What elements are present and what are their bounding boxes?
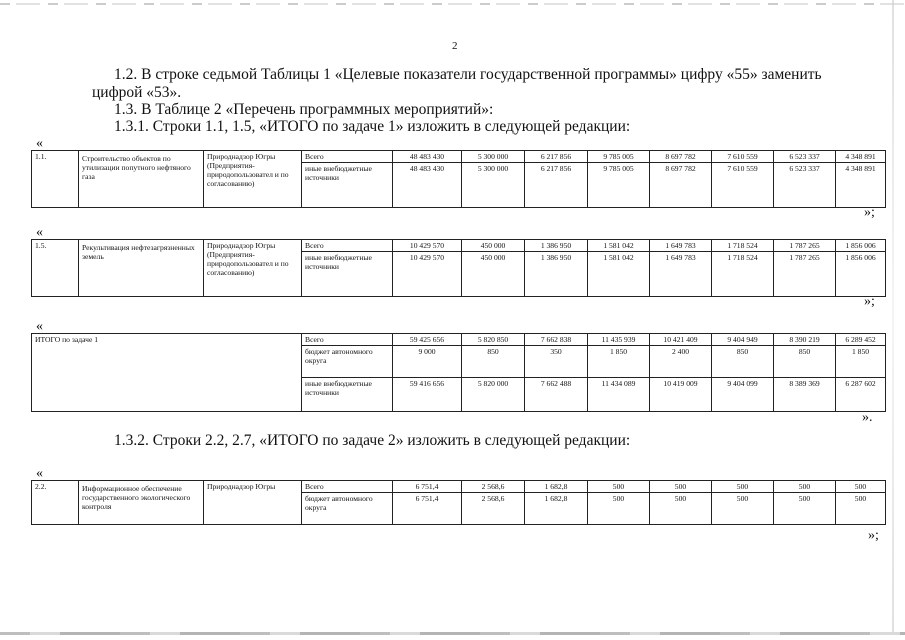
table-row-2-2 <box>31 480 886 525</box>
value-year: 1 718 524 <box>712 252 774 297</box>
value-year: 9 785 005 <box>588 163 650 208</box>
page-number: 2 <box>452 40 458 52</box>
paragraph-1-3-2: 1.3.2. Строки 2.2, 2.7, «ИТОГО по задаче 2» изложить в следующей редакции: <box>114 432 631 449</box>
value-year: 6 217 856 <box>525 163 588 208</box>
value-total: 48 483 430 <box>393 163 462 208</box>
value-year: 11 434 089 <box>588 378 650 412</box>
value-year: 1 386 950 <box>525 240 588 252</box>
open-quote: « <box>36 319 43 334</box>
scan-artifact-right <box>892 0 894 632</box>
value-year: 1 682,8 <box>525 481 588 493</box>
close-quote: ». <box>862 410 873 425</box>
value-year: 500 <box>836 481 886 493</box>
value-year: 1 787 265 <box>774 252 836 297</box>
value-year: 1 718 524 <box>712 240 774 252</box>
value-year: 500 <box>836 493 886 525</box>
value-year: 1 581 042 <box>588 240 650 252</box>
value-year: 7 662 488 <box>525 378 588 412</box>
value-year: 500 <box>774 493 836 525</box>
value-total: 6 751,4 <box>393 493 462 525</box>
open-quote: « <box>36 466 43 481</box>
value-year: 9 404 949 <box>712 334 774 346</box>
funding-source: Всего <box>302 334 393 346</box>
value-year: 11 435 939 <box>588 334 650 346</box>
value-year: 7 610 559 <box>712 163 774 208</box>
value-year: 500 <box>712 493 774 525</box>
value-year: 1 850 <box>588 346 650 378</box>
paragraph-1-3: 1.3. В Таблице 2 «Перечень программных мероприятий»: <box>114 101 494 118</box>
value-year: 850 <box>462 346 525 378</box>
value-year: 2 568,6 <box>462 493 525 525</box>
row-number: 2.2. <box>32 481 79 525</box>
executor: Природнадзор Югры <box>204 481 302 525</box>
value-year: 5 300 000 <box>462 151 525 163</box>
value-total: 10 429 570 <box>393 240 462 252</box>
value-year: 8 390 219 <box>774 334 836 346</box>
table-row-1-1 <box>31 150 886 208</box>
value-year: 6 287 602 <box>836 378 886 412</box>
executor: Природнадзор Югры (Предприятия-природопользовател и по согласованию) <box>204 151 302 208</box>
value-year: 8 697 782 <box>650 163 712 208</box>
value-year: 5 820 000 <box>462 378 525 412</box>
value-year: 1 649 783 <box>650 240 712 252</box>
value-total: 59 425 656 <box>393 334 462 346</box>
value-year: 1 850 <box>836 346 886 378</box>
value-year: 2 400 <box>650 346 712 378</box>
value-year: 4 348 891 <box>836 151 886 163</box>
funding-source: бюджет автономного округа <box>302 493 393 525</box>
value-year: 4 348 891 <box>836 163 886 208</box>
value-year: 6 289 452 <box>836 334 886 346</box>
value-total: 9 000 <box>393 346 462 378</box>
scan-artifact-bottom <box>0 632 905 635</box>
value-year: 1 856 006 <box>836 252 886 297</box>
value-year: 8 389 369 <box>774 378 836 412</box>
value-year: 500 <box>774 481 836 493</box>
value-year: 6 217 856 <box>525 151 588 163</box>
funding-source: Всего <box>302 240 393 252</box>
measure-name: Информационное обеспечение государственного экологического контроля <box>79 481 204 525</box>
value-year: 500 <box>588 493 650 525</box>
measure-name: Строительство объектов по утилизации попутного нефтяного газа <box>79 151 204 208</box>
row-number: 1.1. <box>32 151 79 208</box>
value-year: 500 <box>588 481 650 493</box>
paragraph-1-2-cont: цифрой «53». <box>92 84 182 101</box>
table-total-task-1 <box>31 333 886 412</box>
value-year: 10 419 009 <box>650 378 712 412</box>
value-total: 10 429 570 <box>393 252 462 297</box>
paragraph-1-2: 1.2. В строке седьмой Таблицы 1 «Целевые показатели государственной программы» цифру «55» заменить <box>114 66 822 83</box>
value-year: 8 697 782 <box>650 151 712 163</box>
value-year: 9 404 099 <box>712 378 774 412</box>
value-year: 1 581 042 <box>588 252 650 297</box>
value-year: 1 386 950 <box>525 252 588 297</box>
paragraph-1-3-1: 1.3.1. Строки 1.1, 1.5, «ИТОГО по задаче 1» изложить в следующей редакции: <box>114 118 631 135</box>
value-year: 500 <box>712 481 774 493</box>
value-year: 1 682,8 <box>525 493 588 525</box>
funding-source: иные внебюджетные источники <box>302 378 393 412</box>
funding-source: Всего <box>302 481 393 493</box>
value-year: 1 787 265 <box>774 240 836 252</box>
value-year: 7 610 559 <box>712 151 774 163</box>
value-year: 500 <box>650 481 712 493</box>
measure-name: Рекультивация нефтезагрязненных земель <box>79 240 204 297</box>
open-quote: « <box>36 225 43 240</box>
value-year: 6 523 337 <box>774 151 836 163</box>
value-year: 6 523 337 <box>774 163 836 208</box>
value-year: 500 <box>650 493 712 525</box>
table-row-1-5 <box>31 239 886 297</box>
value-year: 2 568,6 <box>462 481 525 493</box>
value-year: 350 <box>525 346 588 378</box>
scan-artifact-top <box>0 3 905 5</box>
close-quote: »; <box>864 294 875 309</box>
value-total: 59 416 656 <box>393 378 462 412</box>
value-year: 850 <box>774 346 836 378</box>
funding-source: иные внебюджетные источники <box>302 252 393 297</box>
value-total: 6 751,4 <box>393 481 462 493</box>
close-quote: »; <box>864 205 875 220</box>
funding-source: бюджет автономного округа <box>302 346 393 378</box>
value-total: 48 483 430 <box>393 151 462 163</box>
value-year: 850 <box>712 346 774 378</box>
open-quote: « <box>36 136 43 151</box>
executor: Природнадзор Югры (Предприятия-природопользовател и по согласованию) <box>204 240 302 297</box>
value-year: 5 820 850 <box>462 334 525 346</box>
value-year: 450 000 <box>462 240 525 252</box>
row-number: 1.5. <box>32 240 79 297</box>
value-year: 1 856 006 <box>836 240 886 252</box>
value-year: 10 421 409 <box>650 334 712 346</box>
value-year: 450 000 <box>462 252 525 297</box>
total-label: ИТОГО по задаче 1 <box>32 334 302 412</box>
value-year: 5 300 000 <box>462 163 525 208</box>
value-year: 7 662 838 <box>525 334 588 346</box>
close-quote: »; <box>868 528 879 543</box>
funding-source: Всего <box>302 151 393 163</box>
value-year: 9 785 005 <box>588 151 650 163</box>
value-year: 1 649 783 <box>650 252 712 297</box>
funding-source: иные внебюджетные источники <box>302 163 393 208</box>
